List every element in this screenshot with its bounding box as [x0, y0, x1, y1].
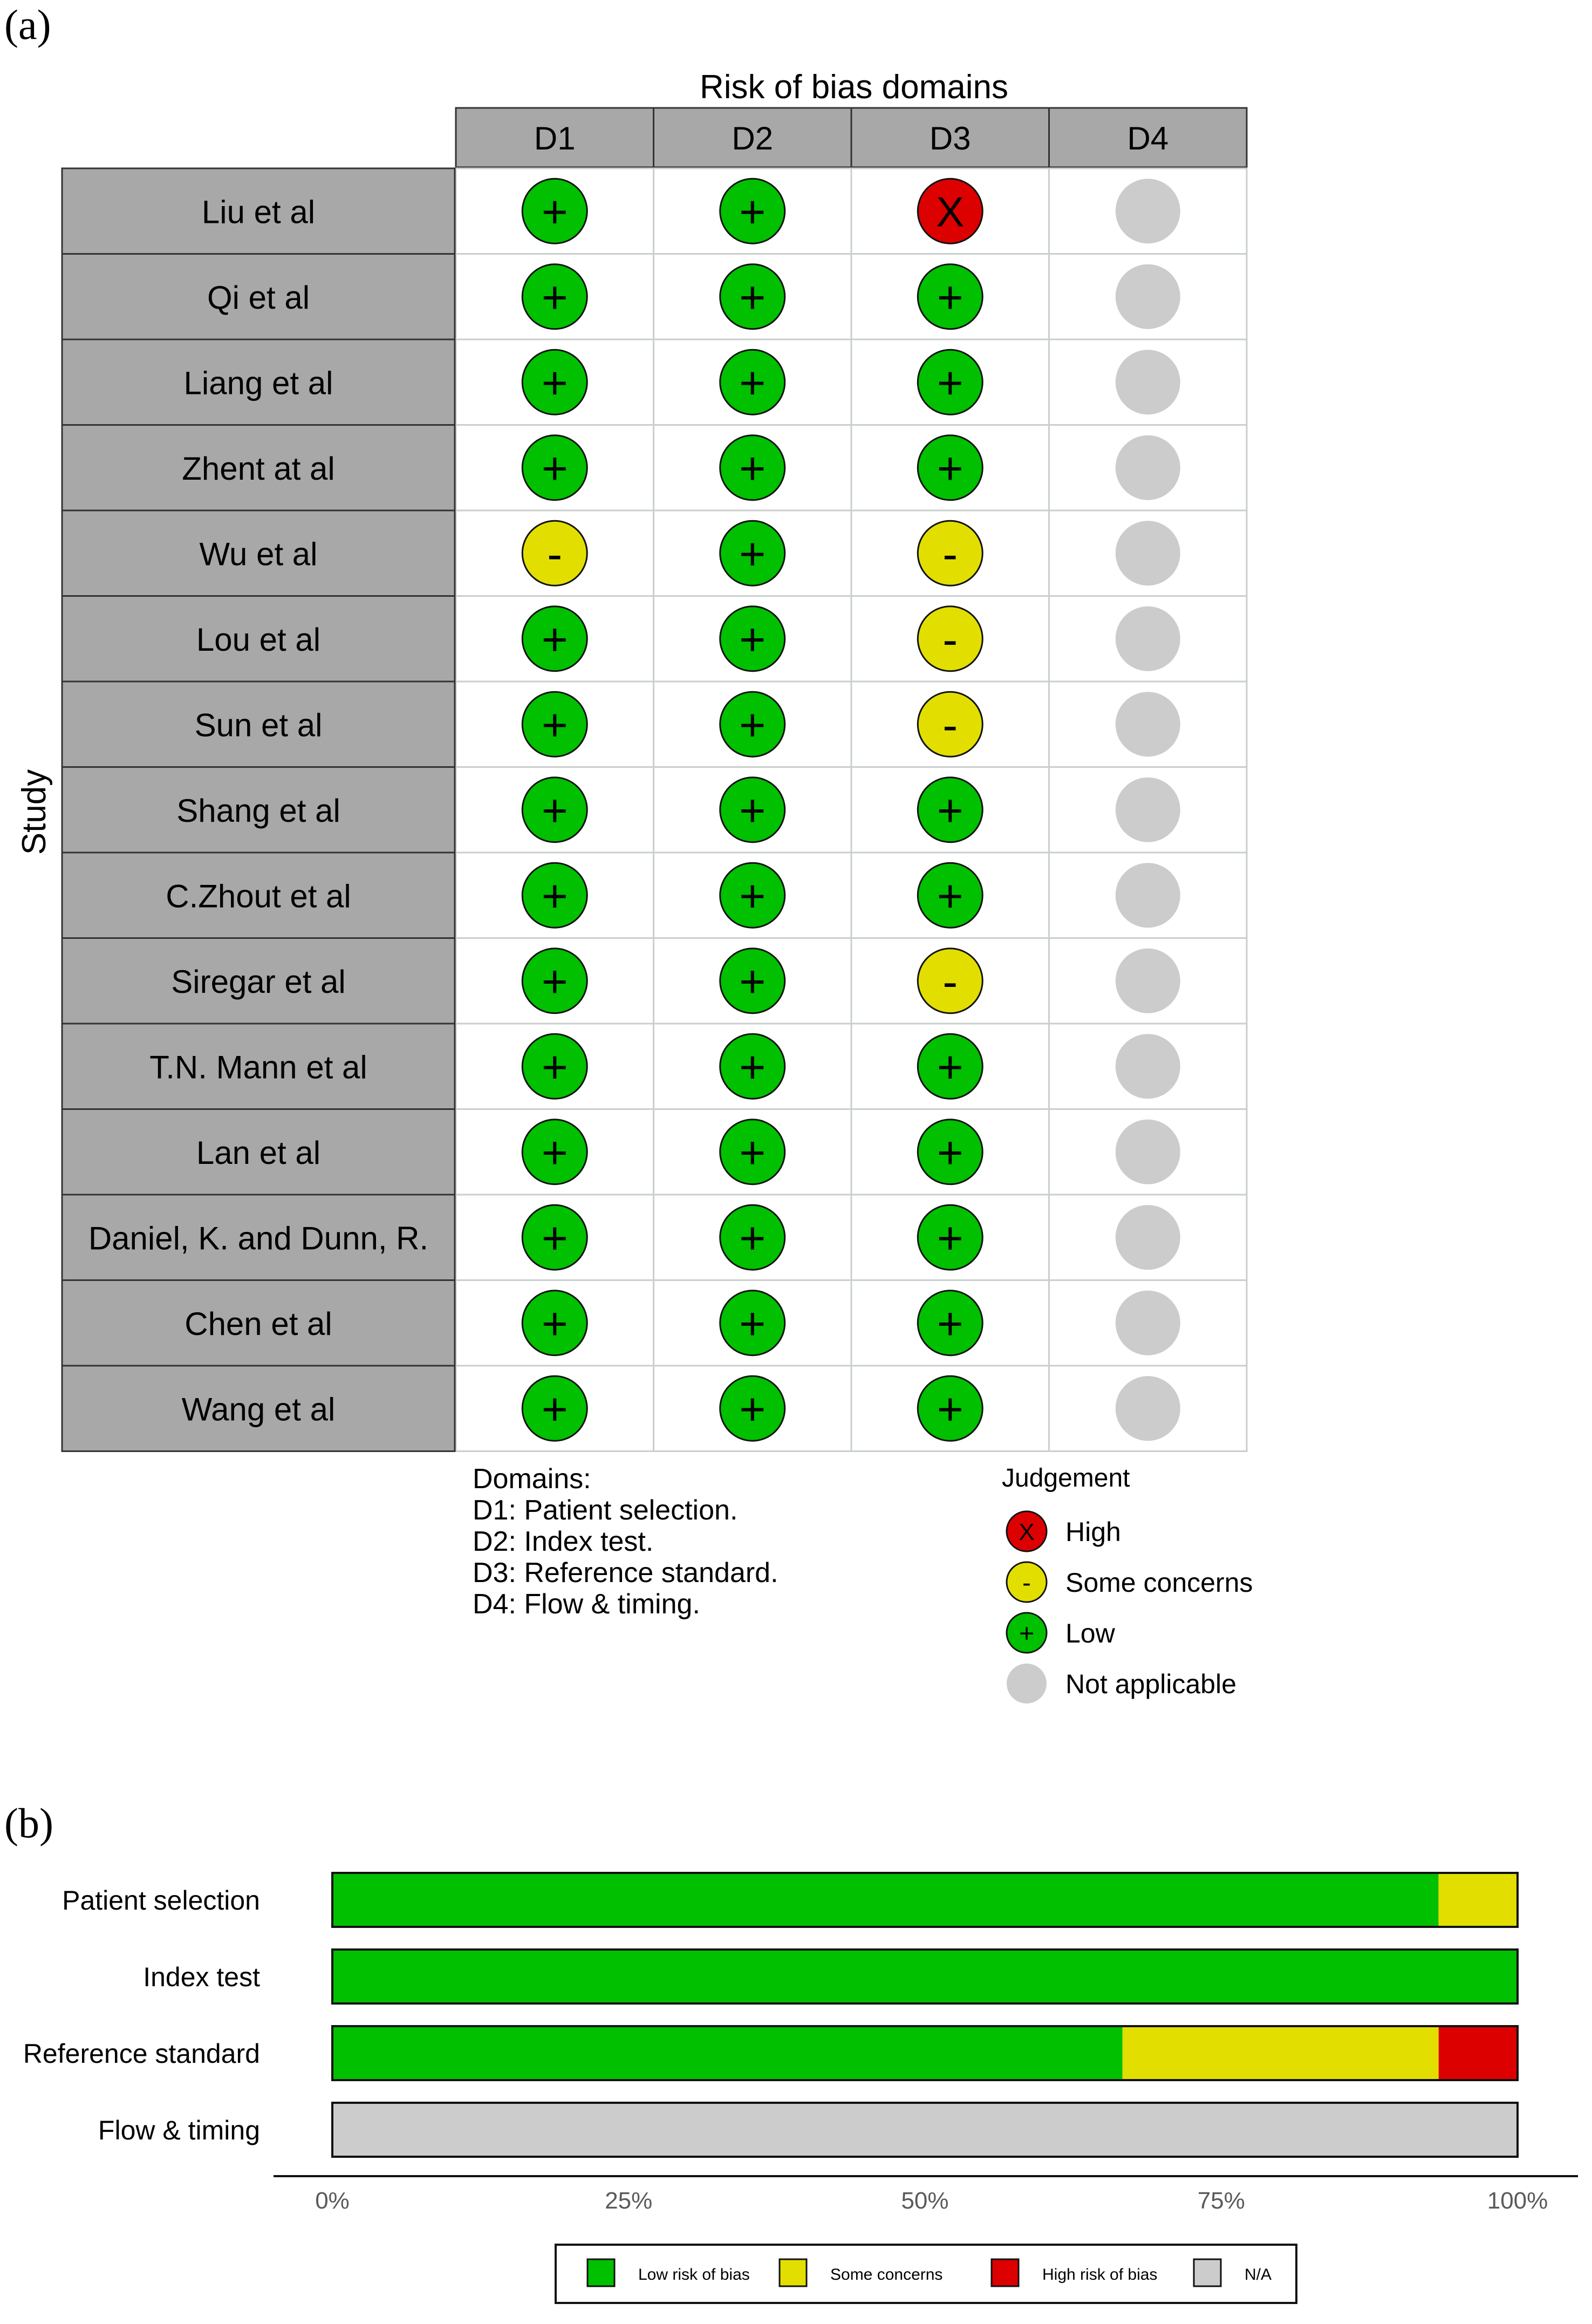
cell-c-zhout-et-al-d2 — [720, 863, 785, 928]
study-label: Lou et al — [196, 621, 321, 658]
bar-legend-swatch-some — [780, 2259, 807, 2286]
cell-qi-et-al-d4 — [1116, 264, 1180, 329]
judgement-symbol: + — [541, 442, 568, 494]
judgement-dot — [1116, 179, 1180, 243]
legend-label-high: High — [1065, 1517, 1121, 1547]
cell-sun-et-al-d1 — [522, 692, 587, 757]
judgement-symbol: + — [739, 528, 766, 580]
judgement-symbol: + — [541, 1127, 568, 1178]
cell-chen-et-al-d3 — [918, 1291, 982, 1355]
judgement-symbol: + — [739, 1384, 766, 1435]
study-axis-label: Study — [16, 769, 53, 855]
cell-siregar-et-al-d2 — [720, 949, 785, 1013]
judgement-symbol: + — [541, 1298, 568, 1349]
judgement-symbol: + — [937, 1298, 964, 1349]
bar-flow-timing-na — [332, 2103, 1518, 2157]
cell-chen-et-al-d1 — [522, 1291, 587, 1355]
bar-reference-standard-high — [1439, 2026, 1518, 2080]
judgement-legend-title: Judgement — [1002, 1464, 1130, 1492]
cell-wu-et-al-d4 — [1116, 521, 1180, 585]
traffic-light-legend — [473, 1463, 1253, 1703]
judgement-symbol: + — [739, 271, 766, 323]
cell-liu-et-al-d2 — [720, 179, 785, 243]
cell-lou-et-al-d2 — [720, 606, 785, 671]
cell-lan-et-al-d3 — [918, 1120, 982, 1184]
judgement-symbol: + — [937, 1127, 964, 1178]
judgement-symbol: + — [739, 357, 766, 408]
cell-qi-et-al-d2 — [720, 264, 785, 329]
study-label: Siregar et al — [171, 963, 346, 1000]
panel-label-a: (a) — [4, 1, 51, 48]
domain-header-label: D1 — [534, 120, 576, 156]
judgement-symbol: + — [739, 186, 766, 237]
cell-qi-et-al-d1 — [522, 264, 587, 329]
bar-legend-label-low: Low risk of bias — [638, 2266, 750, 2284]
cell-c-zhout-et-al-d4 — [1116, 863, 1180, 928]
cell-daniel-k-and-dunn-r-d1 — [522, 1205, 587, 1270]
cell-wu-et-al-d1 — [522, 521, 587, 585]
judgement-dot — [1116, 1376, 1180, 1441]
domain-key-title: Domains: — [473, 1463, 591, 1495]
judgement-symbol: + — [541, 1212, 568, 1264]
judgement-symbol: - — [942, 614, 958, 665]
cell-shang-et-al-d3 — [918, 778, 982, 842]
study-label: Wu et al — [199, 536, 318, 573]
judgement-symbol: + — [937, 271, 964, 323]
study-label: Shang et al — [176, 792, 340, 829]
judgement-symbol: + — [937, 870, 964, 922]
cell-zhent-at-al-d4 — [1116, 435, 1180, 500]
cell-lou-et-al-d1 — [522, 606, 587, 671]
cell-lan-et-al-d1 — [522, 1120, 587, 1184]
judgement-symbol: + — [739, 1127, 766, 1178]
cell-liu-et-al-d3 — [918, 179, 982, 243]
cell-chen-et-al-d4 — [1116, 1291, 1180, 1355]
study-label: Qi et al — [207, 279, 310, 316]
cell-wu-et-al-d3 — [918, 521, 982, 585]
cell-chen-et-al-d2 — [720, 1291, 785, 1355]
judgement-dot — [1116, 692, 1180, 757]
judgement-symbol: + — [937, 1212, 964, 1264]
cell-wang-et-al-d4 — [1116, 1376, 1180, 1441]
legend-label-not-applicable: Not applicable — [1065, 1669, 1236, 1699]
cell-shang-et-al-d2 — [720, 778, 785, 842]
legend-key-not-applicable — [1007, 1664, 1047, 1703]
judgement-symbol: + — [541, 614, 568, 665]
judgement-symbol: + — [937, 357, 964, 408]
cell-liu-et-al-d1 — [522, 179, 587, 243]
cell-t-n-mann-et-al-d1 — [522, 1034, 587, 1099]
study-label: Daniel, K. and Dunn, R. — [88, 1220, 429, 1257]
cell-siregar-et-al-d3 — [918, 949, 982, 1013]
judgement-dot — [1116, 863, 1180, 928]
judgement-symbol: + — [541, 699, 568, 751]
cell-c-zhout-et-al-d3 — [918, 863, 982, 928]
cell-sun-et-al-d3 — [918, 692, 982, 757]
study-label: Wang et al — [181, 1391, 336, 1428]
bar-legend-swatch-low — [587, 2259, 614, 2286]
cell-wu-et-al-d2 — [720, 521, 785, 585]
bar-legend-label-some: Some concerns — [830, 2266, 943, 2284]
x-tick-label: 100% — [1487, 2187, 1548, 2214]
panel-label-b: (b) — [4, 1800, 53, 1846]
domain-key-item: D1: Patient selection. — [473, 1495, 738, 1526]
judgement-symbol: + — [541, 186, 568, 237]
judgement-symbol: + — [541, 870, 568, 922]
domain-header-label: D4 — [1127, 120, 1169, 156]
judgement-symbol: + — [937, 1041, 964, 1093]
judgement-dot — [1116, 778, 1180, 842]
judgement-symbol: + — [739, 785, 766, 836]
cell-wang-et-al-d3 — [918, 1376, 982, 1441]
cell-shang-et-al-d4 — [1116, 778, 1180, 842]
cell-lou-et-al-d3 — [918, 606, 982, 671]
legend-label-some-concerns: Some concerns — [1065, 1567, 1253, 1598]
x-tick-label: 50% — [901, 2187, 949, 2214]
x-tick-label: 0% — [315, 2187, 350, 2214]
bar-reference-standard-some — [1123, 2026, 1439, 2080]
study-label: Zhent at al — [182, 450, 335, 487]
judgement-symbol: + — [739, 956, 766, 1007]
bar-reference-standard-low — [332, 2026, 1123, 2080]
judgement-dot — [1116, 949, 1180, 1013]
cell-t-n-mann-et-al-d2 — [720, 1034, 785, 1099]
cell-qi-et-al-d3 — [918, 264, 982, 329]
bar-label-flow-timing: Flow & timing — [98, 2115, 260, 2145]
traffic-light-grid — [62, 108, 1247, 1451]
cell-daniel-k-and-dunn-r-d2 — [720, 1205, 785, 1270]
judgement-symbol: + — [541, 271, 568, 323]
judgement-symbol: + — [541, 785, 568, 836]
judgement-dot — [1116, 1291, 1180, 1355]
judgement-dot — [1116, 606, 1180, 671]
cell-t-n-mann-et-al-d4 — [1116, 1034, 1180, 1099]
bar-patient-selection-some — [1438, 1873, 1518, 1927]
study-label: Lan et al — [196, 1134, 321, 1171]
study-label: C.Zhout et al — [166, 878, 351, 915]
judgement-symbol: X — [936, 188, 965, 236]
bar-label-patient-selection: Patient selection — [62, 1885, 260, 1916]
judgement-symbol: + — [541, 956, 568, 1007]
domain-key-item: D2: Index test. — [473, 1526, 654, 1557]
judgement-dot — [1007, 1664, 1047, 1703]
judgement-symbol: + — [739, 870, 766, 922]
cell-liu-et-al-d4 — [1116, 179, 1180, 243]
cell-liang-et-al-d1 — [522, 350, 587, 414]
legend-key-low — [1007, 1613, 1047, 1653]
bar-patient-selection-low — [332, 1873, 1438, 1927]
bar-legend-swatch-na — [1194, 2259, 1221, 2286]
domain-key-item: D3: Reference standard. — [473, 1557, 778, 1589]
legend-key-some-concerns — [1007, 1562, 1047, 1602]
judgement-dot — [1116, 264, 1180, 329]
cell-sun-et-al-d4 — [1116, 692, 1180, 757]
cell-liang-et-al-d2 — [720, 350, 785, 414]
cell-lou-et-al-d4 — [1116, 606, 1180, 671]
judgement-symbol: + — [739, 699, 766, 751]
judgement-dot — [1116, 1205, 1180, 1270]
cell-siregar-et-al-d4 — [1116, 949, 1180, 1013]
study-label: T.N. Mann et al — [149, 1049, 367, 1086]
study-label: Liang et al — [183, 365, 333, 401]
cell-c-zhout-et-al-d1 — [522, 863, 587, 928]
judgement-symbol: + — [739, 1212, 766, 1264]
cell-liang-et-al-d3 — [918, 350, 982, 414]
judgement-dot — [1116, 521, 1180, 585]
domain-header-label: D3 — [929, 120, 971, 156]
bar-legend-swatch-high — [992, 2259, 1019, 2286]
cell-wang-et-al-d1 — [522, 1376, 587, 1441]
domain-key-item: D4: Flow & timing. — [473, 1589, 700, 1620]
judgement-symbol: + — [937, 442, 964, 494]
judgement-symbol: + — [739, 442, 766, 494]
judgement-symbol: + — [739, 1041, 766, 1093]
judgement-dot — [1116, 350, 1180, 414]
judgement-symbol: + — [739, 614, 766, 665]
judgement-dot — [1116, 1034, 1180, 1099]
judgement-symbol: - — [1022, 1569, 1031, 1598]
cell-daniel-k-and-dunn-r-d4 — [1116, 1205, 1180, 1270]
bar-legend-label-high: High risk of bias — [1042, 2266, 1158, 2284]
cell-shang-et-al-d1 — [522, 778, 587, 842]
cell-liang-et-al-d4 — [1116, 350, 1180, 414]
cell-lan-et-al-d4 — [1116, 1120, 1180, 1184]
cell-wang-et-al-d2 — [720, 1376, 785, 1441]
judgement-dot — [1116, 1120, 1180, 1184]
domain-header-label: D2 — [732, 120, 774, 156]
legend-label-low: Low — [1065, 1618, 1115, 1648]
study-label: Liu et al — [201, 194, 316, 230]
legend-key-high — [1007, 1511, 1047, 1551]
judgement-symbol: + — [937, 1384, 964, 1435]
judgement-symbol: X — [1019, 1518, 1035, 1545]
judgement-symbol: + — [739, 1298, 766, 1349]
cell-t-n-mann-et-al-d3 — [918, 1034, 982, 1099]
cell-zhent-at-al-d1 — [522, 435, 587, 500]
traffic-light-title: Risk of bias domains — [699, 69, 1009, 106]
x-tick-label: 75% — [1197, 2187, 1245, 2214]
bar-label-index-test: Index test — [143, 1962, 260, 1992]
bar-index-test-low — [332, 1950, 1518, 2003]
judgement-symbol: + — [541, 1041, 568, 1093]
judgement-symbol: - — [942, 528, 958, 580]
cell-zhent-at-al-d3 — [918, 435, 982, 500]
summary-bar-chart — [23, 1873, 1578, 2303]
judgement-symbol: - — [942, 699, 958, 751]
bar-legend-label-na: N/A — [1245, 2266, 1272, 2284]
cell-lan-et-al-d2 — [720, 1120, 785, 1184]
judgement-symbol: - — [547, 528, 563, 580]
judgement-symbol: + — [1019, 1619, 1035, 1648]
judgement-symbol: + — [937, 785, 964, 836]
judgement-symbol: + — [541, 1384, 568, 1435]
cell-zhent-at-al-d2 — [720, 435, 785, 500]
cell-daniel-k-and-dunn-r-d3 — [918, 1205, 982, 1270]
cell-siregar-et-al-d1 — [522, 949, 587, 1013]
bar-label-reference-standard: Reference standard — [23, 2039, 260, 2069]
study-label: Sun et al — [194, 707, 323, 744]
judgement-symbol: + — [541, 357, 568, 408]
x-tick-label: 25% — [605, 2187, 653, 2214]
judgement-dot — [1116, 435, 1180, 500]
judgement-symbol: - — [942, 956, 958, 1007]
study-label: Chen et al — [185, 1305, 332, 1342]
cell-sun-et-al-d2 — [720, 692, 785, 757]
